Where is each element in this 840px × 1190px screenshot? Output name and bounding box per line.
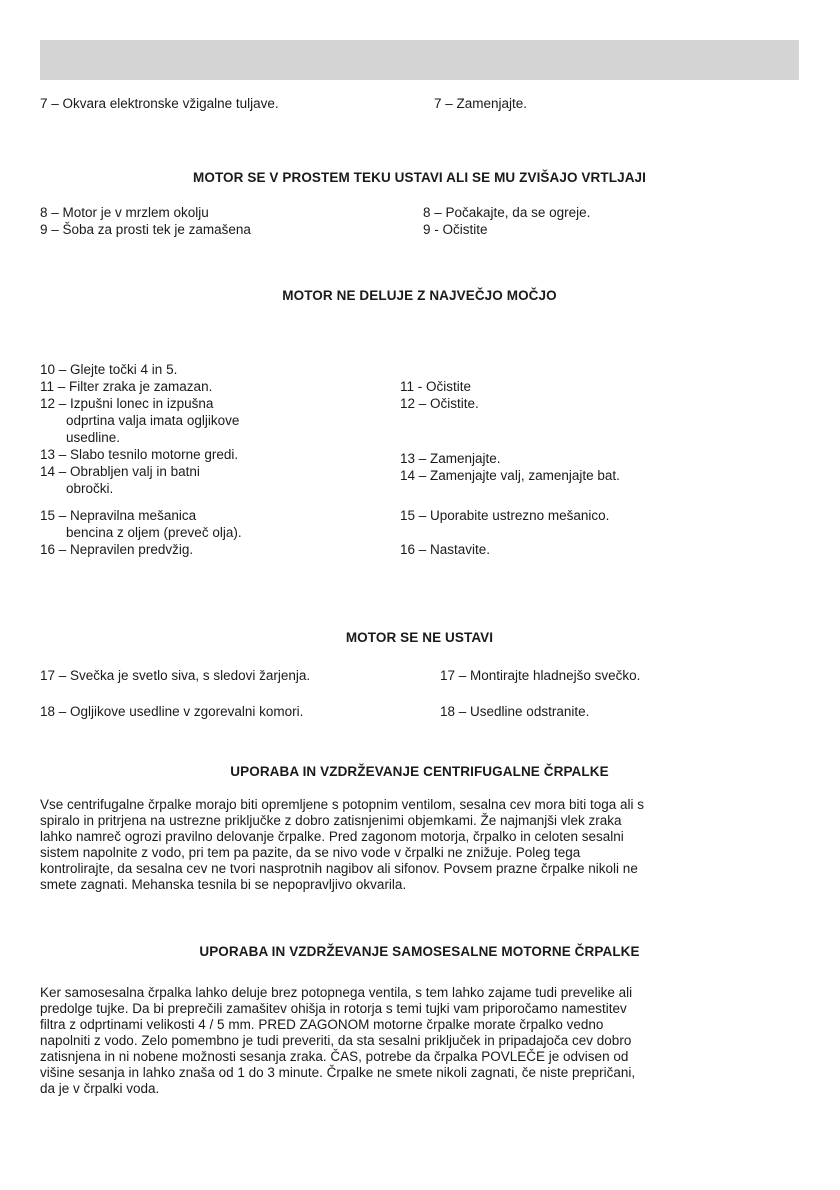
section-heading-self-priming: UPORABA IN VZDRŽEVANJE SAMOSESALNE MOTORNE ČRPALKE: [199, 944, 640, 959]
fix-11: 11 - Očistite: [400, 379, 472, 394]
paragraph-line: Ker samosesalna črpalka lahko deluje brez potopnega ventila, s tem lahko zajame tudi prevelike ali: [40, 985, 633, 1000]
cause-16: 16 – Nepravilen predvžig.: [40, 542, 194, 557]
paragraph-line: lahko namreč ogrozi pravilno delovanje črpalke. Pred zagonom motorja, črpalko in celoten sesalni: [40, 829, 624, 844]
paragraph-line: zatisnjena in ni nobene možnosti sesanja zraka. ČAS, potrebe da črpalka POVLEČE je odvisen od: [40, 1049, 629, 1064]
paragraph-line: filtra z odprtinami velikosti 4 / 5 mm. PRED ZAGONOM motorne črpalke morate črpalko vedno: [40, 1017, 604, 1032]
fix-14: 14 – Zamenjajte valj, zamenjajte bat.: [400, 468, 620, 483]
section-heading-idle: MOTOR SE V PROSTEM TEKU USTAVI ALI SE MU ZVIŠAJO VRTLJAJI: [193, 170, 646, 185]
cause-14-cont: obročki.: [66, 481, 114, 496]
fix-7: 7 – Zamenjajte.: [434, 96, 528, 111]
section-heading-centrifugal: UPORABA IN VZDRŽEVANJE CENTRIFUGALNE ČRPALKE: [230, 764, 609, 779]
fix-8: 8 – Počakajte, da se ogreje.: [423, 205, 591, 220]
cause-15: 15 – Nepravilna mešanica: [40, 508, 197, 523]
paragraph-line: kontrolirajte, da sesalna cev ne tvori nasprotnih nagibov ali sifonov. Povsem prazne črpalke nikoli ne: [40, 861, 638, 876]
cause-10: 10 – Glejte točki 4 in 5.: [40, 362, 178, 377]
paragraph-line: Vse centrifugalne črpalke morajo biti opremljene s potopnim ventilom, sesalna cev mora biti toga ali s: [40, 797, 645, 812]
paragraph-line: sistem napolnite z vodo, pri tem pa pazite, da se nivo vode v črpalki ne znižuje. Poleg tega: [40, 845, 581, 860]
fix-16: 16 – Nastavite.: [400, 542, 491, 557]
section-heading-no-stop: MOTOR SE NE USTAVI: [345, 630, 494, 645]
cause-12-cont: usedline.: [66, 430, 121, 445]
paragraph-line: višine sesanja in lahko znaša od 1 do 3 minute. Črpalke ne smete nikoli zagnati, če niste prepričani,: [40, 1065, 636, 1080]
cause-9: 9 – Šoba za prosti tek je zamašena: [40, 222, 251, 237]
centrifugal-paragraph: [40, 797, 805, 893]
cause-12: 12 – Izpušni lonec in izpušna: [40, 396, 214, 411]
self-priming-paragraph: [40, 985, 805, 1097]
cause-13: 13 – Slabo tesnilo motorne gredi.: [40, 447, 239, 462]
cause-17: 17 – Svečka je svetlo siva, s sledovi žarjenja.: [40, 668, 311, 683]
cause-11: 11 – Filter zraka je zamazan.: [40, 379, 213, 394]
fix-17: 17 – Montirajte hladnejšo svečko.: [440, 668, 641, 683]
fix-9: 9 - Očistite: [423, 222, 488, 237]
fix-18: 18 – Usedline odstranite.: [440, 704, 590, 719]
fix-13: 13 – Zamenjajte.: [400, 451, 501, 466]
cause-8: 8 – Motor je v mrzlem okolju: [40, 205, 209, 220]
paragraph-line: napolniti z vodo. Zelo pomembno je tudi preveriti, da sta sesalni priključek in pripadajoča cev dobro: [40, 1033, 632, 1048]
cause-14: 14 – Obrabljen valj in batni: [40, 464, 200, 479]
fix-15: 15 – Uporabite ustrezno mešanico.: [400, 508, 610, 523]
section-heading-power: MOTOR NE DELUJE Z NAJVEČJO MOČJO: [282, 288, 557, 303]
header-bar: [40, 40, 799, 80]
paragraph-line: smete zagnati. Mehanska tesnila bi se nepopravljivo okvarila.: [40, 877, 407, 892]
paragraph-line: da je v črpalki voda.: [40, 1081, 160, 1096]
paragraph-line: predolge tujke. Da bi preprečili zamašitev ohišja in rotorja s temi tujki vam priporočamo namestitev: [40, 1001, 627, 1016]
cause-18: 18 – Ogljikove usedline v zgorevalni komori.: [40, 704, 304, 719]
cause-12-cont: odprtina valja imata ogljikove: [66, 413, 240, 428]
cause-15-cont: bencina z oljem (preveč olja).: [66, 525, 242, 540]
fix-12: 12 – Očistite.: [400, 396, 479, 411]
cause-7: 7 – Okvara elektronske vžigalne tuljave.: [40, 96, 279, 111]
paragraph-line: spiralo in pritrjena na ustrezne priključke z dobro zatisnjenimi objemkami. Že najmanjši vlek zraka: [40, 813, 622, 828]
